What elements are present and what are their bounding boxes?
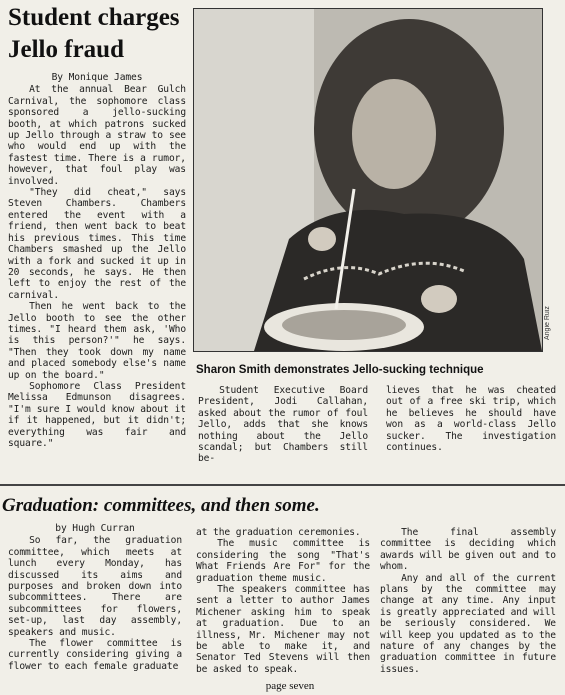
photo-credit: Angie Ruiz [544, 306, 551, 340]
paragraph: The final assembly committee is deciding which awards will be given out and to whom. [380, 527, 556, 573]
paragraph: Any and all of the current plans by the committee may change at any time. Any input is greatly appreciated and will be seriously considered. We will keep you updated as to the nature of any changes by the graduation committee in future issues. [380, 572, 556, 675]
article-byline: by Hugh Curran [55, 523, 135, 534]
paragraph: Sophomore Class President Melissa Edmunson disagrees. "I'm sure I would know about it if it happened, but it didn't; everything was fair and square." [8, 380, 186, 449]
page-number: page seven [265, 680, 315, 692]
photo-caption: Sharon Smith demonstrates Jello-sucking technique [196, 364, 484, 376]
paragraph: The speakers committee has sent a letter to author James Michener asking him to speak at graduation. Due to an illness, Mr. Michener may not be able to make it, and Senator Ted Stevens will then be asked to speak. [196, 584, 370, 675]
article-column-3 [386, 385, 556, 453]
article-headline: Graduation: committees, and then some. [2, 495, 320, 516]
article-column-3 [380, 527, 556, 675]
article-headline: Student charges Jello fraud [8, 4, 180, 63]
article-byline: By Monique James [51, 72, 143, 83]
section-divider [0, 484, 565, 486]
paragraph: The music committee is considering the song "That's What Friends Are For" for the graduation theme music. [196, 538, 370, 584]
paragraph: Then he went back to the Jello booth to see the other times. "I heard them ask, 'Who is this person?'" he says. "Then they took down my name and placed somebody else's name up on the board." [8, 301, 186, 381]
paragraph: So far, the graduation committee, which meets at lunch every Monday, has discussed its aims and purposes and broken down into subcommittees. There are subcommittees for flowers, set-up, last day assembly, speakers and music. [8, 535, 182, 638]
article-column-2 [198, 385, 368, 465]
article-photo [193, 8, 543, 352]
article-column-1 [8, 523, 182, 672]
article-column-1 [8, 72, 186, 449]
paragraph: at the graduation ceremonies. [196, 527, 361, 538]
paragraph: At the annual Bear Gulch Carnival, the sophomore class sponsored a jello-sucking booth, at which patrons sucked up Jello through a straw to see who would end up with the fastest time. There is a rumor, however, that foul play was involved. [8, 84, 186, 187]
paragraph: "They did cheat," says Steven Chambers. Chambers entered the event with a friend, then went back to beat his previous times. This time Chambers smashed up the Jello with a fork and sucked it up in 20 seconds, he says. He then left to enjoy the rest of the carnival. [8, 187, 186, 301]
article-column-2 [196, 527, 370, 675]
paragraph: Student Executive Board President, Jodi Callahan, asked about the rumor of foul Jello, adds that she knows nothing about the Jello scandal; but Chambers still be- [198, 385, 368, 465]
paragraph: The flower committee is currently considering giving a flower to each female graduate [8, 638, 182, 672]
paragraph: lieves that he was cheated out of a free ski trip, which he believes he should have won as a world-class Jello sucker. The investigation continues. [386, 385, 556, 454]
